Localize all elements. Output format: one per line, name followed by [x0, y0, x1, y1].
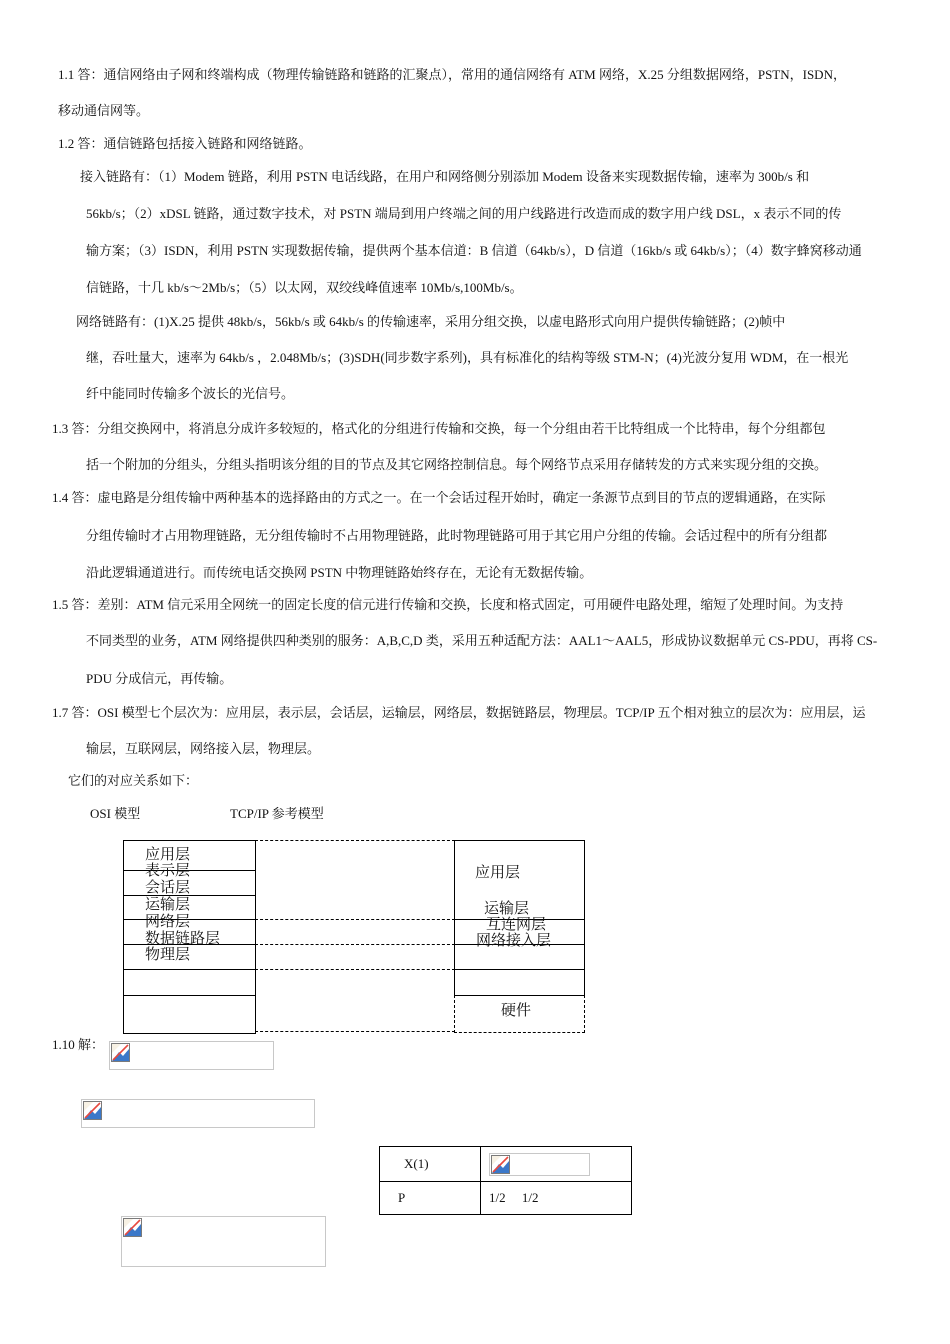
answer-1-2-line-6: 网络链路有：(1)X.25 提供 48kb/s，56kb/s 或 64kb/s 的传输速率，采用分组交换，以虚电路形式向用户提供传输链路；(2)帧中 [76, 314, 786, 329]
osi-layer-application: 应用层 [145, 845, 191, 863]
osi-layer-session: 会话层 [145, 878, 191, 896]
mapping-line [255, 919, 455, 920]
missing-formula-image [489, 1153, 590, 1176]
osi-model-header: OSI 模型 [90, 806, 141, 821]
broken-image-icon [123, 1218, 142, 1237]
osi-layer-transport: 运输层 [145, 895, 191, 913]
osi-layer-physical: 物理层 [145, 945, 191, 963]
answer-1-1-line-1: 1.1 答：通信网络由子网和终端构成（物理传输链路和链路的汇聚点），常用的通信网络有 ATM 网络，X.25 分组数据网络，PSTN，ISDN， [58, 67, 846, 82]
answer-1-2-line-5: 信链路，十几 kb/s～2Mb/s；（5）以太网，双绞线峰值速率 10Mb/s,100Mb/s。 [86, 280, 523, 295]
answer-1-4-line-2: 分组传输时才占用物理链路，无分组传输时不占用物理链路，此时物理链路可用于其它用户分组的传输。会话过程中的所有分组都 [86, 528, 828, 543]
mapping-line [255, 944, 455, 945]
missing-formula-image [109, 1041, 274, 1070]
missing-formula-image [121, 1216, 326, 1267]
answer-1-3-line-2: 括一个附加的分组头，分组头指明该分组的目的节点及其它网络控制信息。每个网络节点采用存储转发的方式来实现分组的交换。 [86, 457, 828, 472]
broken-image-icon [83, 1101, 102, 1120]
answer-1-2-line-3: 56kb/s；（2）xDSL 链路，通过数字技术，对 PSTN 端局到用户终端之间的用户线路进行改造而成的数字用户线 DSL，x 表示不同的传 [86, 206, 842, 221]
tcp-right-border [584, 840, 585, 996]
answer-1-10-label: 1.10 解： [52, 1037, 105, 1052]
hardware-label: 硬件 [501, 1001, 532, 1019]
missing-formula-image [81, 1099, 315, 1128]
tcp-layer-application: 应用层 [475, 863, 521, 881]
mapping-line [255, 1031, 455, 1032]
tcp-layer-network-access: 网络接入层 [476, 931, 552, 949]
answer-1-5-line-3: PDU 分成信元，再传输。 [86, 671, 233, 686]
answer-1-5-line-2: 不同类型的业务，ATM 网络提供四种类别的服务：A,B,C,D 类，采用五种适配方法：AAL1～AAL5，形成协议数据单元 CS-PDU，再将 CS- [86, 633, 878, 648]
broken-image-icon [491, 1155, 510, 1174]
answer-1-2-line-8: 纤中能同时传输多个波长的光信号。 [86, 386, 295, 401]
answer-1-2-line-2: 接入链路有：（1）Modem 链路，利用 PSTN 电话线路，在用户和网络侧分别添加 Modem 设备来实现数据传输，速率为 300b/s 和 [80, 169, 810, 184]
answer-1-2-line-7: 继，吞吐量大，速率为 64kb/s ，2.048Mb/s；(3)SDH(同步数字系列)，具有标准化的结构等级 STM-N；(4)光波分复用 WDM，在一根光 [86, 350, 849, 365]
tcpip-model-header: TCP/IP 参考模型 [230, 806, 324, 821]
answer-1-7-line-2: 输层，互联网层，网络接入层，物理层。 [86, 741, 321, 756]
osi-layer-datalink: 数据链路层 [145, 929, 221, 947]
table-cell: 1/2 1/2 [481, 1182, 632, 1215]
tcp-layer-transport: 运输层 [484, 899, 530, 917]
table-cell [481, 1147, 632, 1182]
table-cell: X(1) [380, 1147, 481, 1182]
broken-image-icon [111, 1043, 130, 1062]
table-row [380, 1147, 632, 1182]
mapping-line [255, 840, 455, 841]
answer-1-1-line-2: 移动通信网等。 [58, 103, 150, 118]
tcp-top-border [454, 840, 585, 841]
answer-1-2-line-4: 输方案；（3）ISDN，利用 PSTN 实现数据传输，提供两个基本信道：B 信道（64kb/s），D 信道（16kb/s 或 64kb/s）；（4）数字蜂窝移动通 [86, 243, 862, 258]
table-cell: P [380, 1182, 481, 1215]
answer-1-3-line-1: 1.3 答：分组交换网中，将消息分成许多较短的，格式化的分组进行传输和交换，每一个分组由若干比特组成一个比特串，每个分组都包 [52, 421, 826, 436]
mapping-line [255, 969, 455, 970]
probability-table [379, 1146, 632, 1215]
table-row [380, 1182, 632, 1215]
osi-layer-presentation: 表示层 [145, 861, 191, 879]
answer-1-5-line-1: 1.5 答：差别：ATM 信元采用全网统一的固定长度的信元进行传输和交换，长度和格式固定，可用硬件电路处理，缩短了处理时间。为支持 [52, 597, 844, 612]
tcp-layer-internet: 互连网层 [486, 915, 547, 933]
tcp-divider [454, 969, 585, 970]
answer-1-7-line-3: 它们的对应关系如下： [68, 773, 199, 788]
osi-divider [123, 969, 255, 970]
answer-1-7-line-1: 1.7 答：OSI 模型七个层次为：应用层，表示层，会话层，运输层，网络层，数据链路层，物理层。TCP/IP 五个相对独立的层次为：应用层，运 [52, 705, 866, 720]
tcp-left-border [454, 840, 455, 996]
osi-layer-network: 网络层 [145, 912, 191, 930]
answer-1-2-line-1: 1.2 答：通信链路包括接入链路和网络链路。 [58, 136, 312, 151]
answer-1-4-line-1: 1.4 答：虚电路是分组传输中两种基本的选择路由的方式之一。在一个会话过程开始时，确定一条源节点到目的节点的逻辑通路，在实际 [52, 490, 826, 505]
osi-divider [123, 995, 255, 996]
answer-1-4-line-3: 沿此逻辑通道进行。而传统电话交换网 PSTN 中物理链路始终存在，无论有无数据传输。 [86, 565, 593, 580]
